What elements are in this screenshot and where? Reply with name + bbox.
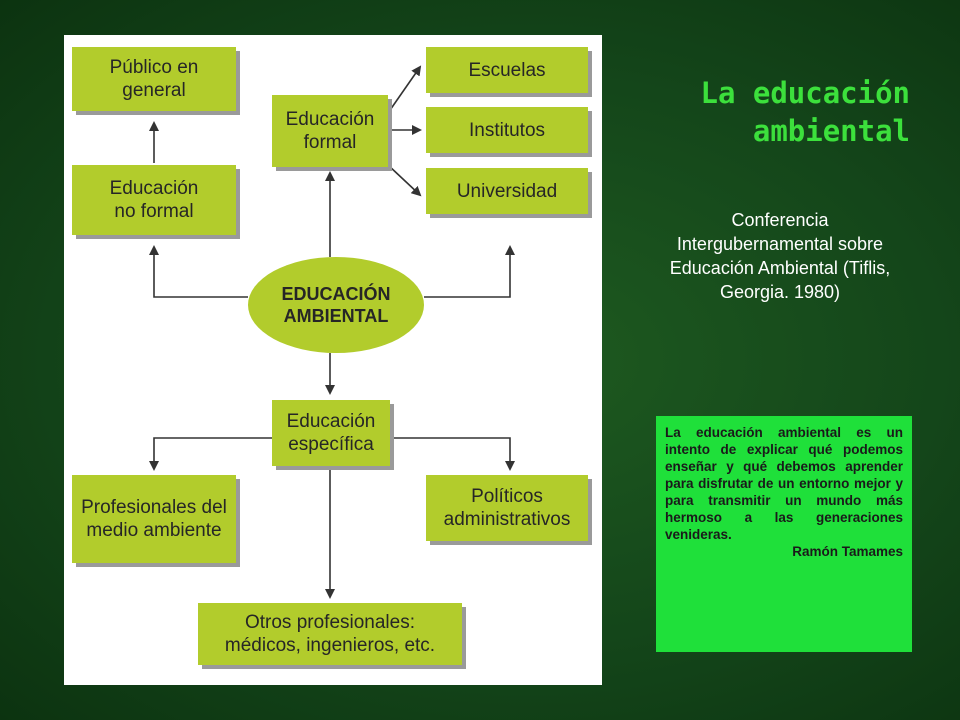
box-educacion-formal <box>272 95 388 167</box>
box-universidad-label: Universidad <box>456 180 558 202</box>
page-title-line1: La educación <box>700 76 910 110</box>
box-profesionales <box>72 475 236 563</box>
center-educacion-ambiental <box>248 257 424 353</box>
box-educacion-no-formal <box>72 165 236 235</box>
conference-subtitle: Conferencia Intergubernamental sobre Educación Ambiental (Tiflis, Georgia. 1980) <box>669 210 891 302</box>
connector-center-right <box>424 247 510 297</box>
connector-especifica-left <box>154 438 272 469</box>
box-politicos <box>426 475 588 541</box>
box-educacion-especifica <box>272 400 390 466</box>
diagram-panel <box>64 35 602 685</box>
box-otros-profesionales-label: Otros profesionales: médicos, ingenieros, etc. <box>224 612 436 656</box>
box-educacion-no-formal-label: Educación no formal <box>109 178 199 222</box>
page-title <box>620 74 910 150</box>
box-otros-profesionales <box>198 603 462 665</box>
connector-especifica-right <box>390 438 510 469</box>
quote-text: La educación ambiental es un intento de explicar qué podemos enseñar y qué debemos aprender para disfrutar de un entorno mejor y para transmitir un mundo más hermoso a las generaciones venideras. <box>665 425 903 542</box>
page-title-line2: ambiental <box>752 114 910 148</box>
box-publico-general <box>72 47 236 111</box>
box-profesionales-label: Profesionales del medio ambiente <box>81 497 227 541</box>
box-institutos <box>426 107 588 153</box>
box-politicos-label: Políticos administrativos <box>443 486 571 530</box>
box-educacion-especifica-label: Educación específica <box>286 411 376 455</box>
box-educacion-formal-label: Educación formal <box>285 109 375 153</box>
box-escuelas <box>426 47 588 93</box>
box-universidad <box>426 168 588 214</box>
connector-formal-escuelas <box>388 67 420 113</box>
box-institutos-label: Institutos <box>468 119 546 141</box>
box-escuelas-label: Escuelas <box>468 59 546 81</box>
quote-author: Ramón Tamames <box>792 544 903 559</box>
box-publico-general-label: Público en general <box>109 57 199 101</box>
quote-box <box>656 416 912 652</box>
connector-center-left <box>154 247 248 297</box>
center-educacion-ambiental-label: EDUCACIÓN AMBIENTAL <box>281 284 391 326</box>
connector-formal-universidad <box>388 165 420 195</box>
